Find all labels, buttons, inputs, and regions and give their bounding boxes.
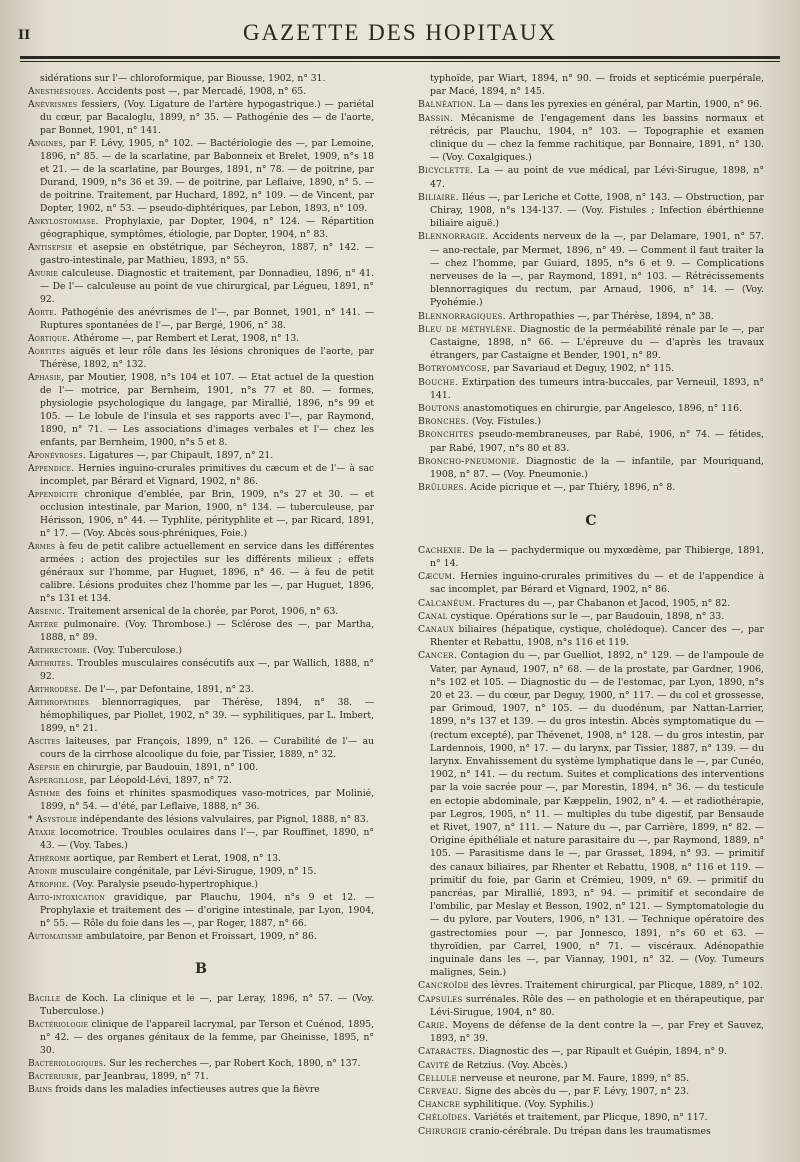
index-entry: [28, 735, 374, 761]
index-entry: [418, 597, 764, 610]
header-rule: [20, 56, 780, 59]
entry-text: Variétés et traitement, par Plicque, 1890, n° 117.: [473, 1112, 708, 1124]
entry-keyword: Chéloïdes.: [418, 1112, 471, 1124]
entry-keyword: Cæcum.: [418, 571, 456, 583]
entry-text: des foins et rhinites spasmodiques vaso-motrices, par Molinié, 1899, n° 54. — d'été, par Leflaive, 1888, n° 36.: [40, 788, 374, 812]
entry-keyword: Ataxie: [28, 827, 56, 838]
entry-text: Sur les recherches —, par Robert Koch, 1890, n° 137.: [109, 1058, 361, 1069]
entry-keyword: Aphasie,: [28, 372, 65, 383]
index-entry: [28, 787, 374, 813]
index-entry: [28, 85, 374, 98]
index-entry: [418, 310, 764, 323]
index-entry: [28, 215, 374, 241]
index-entry: [418, 1098, 764, 1111]
entry-keyword: Armes: [28, 541, 56, 552]
entry-keyword: Atrophie.: [28, 879, 70, 890]
left-column: [28, 72, 374, 1096]
header-rule-thin: [20, 61, 780, 62]
entry-text: calculeuse. Diagnostic et traitement, par Donnadieu, 1896, n° 41. — De l'— calculeuse au point de vue chirurgical, par Légueu, 1891, n° 92.: [40, 268, 374, 305]
entry-text: syphilitique. (Voy. Syphilis.): [463, 1099, 594, 1111]
entry-keyword: Capsules: [418, 993, 463, 1005]
index-entry: [28, 618, 374, 644]
index-entry: [28, 1083, 374, 1096]
index-entries-b-cont: [418, 72, 764, 495]
entry-text: Hernies inguino-crurales primitives du — et de l'appendice à sac incomplet, par Bérard et Vignard, 1902, n° 86.: [430, 571, 765, 596]
entry-keyword: Angines,: [28, 138, 67, 149]
index-entry: [418, 376, 764, 402]
entry-text: Acide picrique et —, par Thiéry, 1896, n° 8.: [470, 482, 676, 494]
entry-keyword: Artère: [28, 619, 59, 630]
entry-text: des lèvres. Traitement chirurgical, par Plicque, 1889, n° 102.: [471, 980, 763, 992]
index-entries-c: [418, 544, 764, 1138]
entry-text: musculaire congénitale, par Lévi-Sirugue, 1909, n° 15.: [60, 866, 317, 877]
index-entries-b: [28, 992, 374, 1096]
entry-text: laiteuses, par François, 1899, n° 126. — Curabilité de l'— au cours de la cirrhose alcoolique du foie, par Tissier, 1889, n° 32.: [40, 736, 374, 760]
entry-keyword: Ascites: [28, 736, 61, 747]
right-column: [418, 72, 764, 1138]
entry-keyword: Boutons: [418, 403, 460, 415]
entry-text: clinique de l'appareil lacrymal, par Terson et Cuénod, 1895, n° 42. — des organes génitaux de la femme, par Gheinisse, 1895, n° 30.: [40, 1019, 374, 1056]
index-entry: [28, 878, 374, 891]
entry-keyword: Bactériurie,: [28, 1071, 82, 1082]
entry-keyword: Chancre: [418, 1099, 461, 1111]
entry-text: typhoïde, par Wiart, 1894, n° 90. — froids et septicémie puerpérale, par Macé, 1894, n° 145.: [430, 73, 764, 98]
index-entry: [28, 306, 374, 332]
section-letter-b: B: [195, 961, 207, 977]
entry-text: pseudo-membraneuses, par Rabé, 1906, n° 74. — fétides, par Rabé, 1907, n°s 80 et 83.: [430, 429, 764, 454]
entry-keyword: Ankylostomiase.: [28, 216, 99, 227]
index-entry: [28, 813, 374, 826]
entry-text: De l'—, par Defontaine, 1891, n° 23.: [84, 684, 254, 695]
entry-keyword: Botryomycose,: [418, 363, 491, 375]
entry-text: Athérome —, par Rembert et Lerat, 1908, n° 13.: [73, 333, 300, 344]
entry-keyword: Aponévroses.: [28, 450, 87, 461]
entry-text: De la — pachydermique ou myxœdème, par Thibierge, 1891, n° 14.: [430, 544, 764, 569]
index-entry: [28, 72, 374, 85]
entry-keyword: * Asystolie: [28, 814, 78, 825]
entry-keyword: Appendicite: [28, 489, 79, 500]
index-entry: [28, 696, 374, 735]
entry-text: fessiers, (Voy. Ligature de l'artère hypogastrique.) — pariétal du cœur, par Bacaloglu, 1899, n° 35. — Pathogénie des — de l'aorte, par Bonnet, 1901, n° 141.: [40, 99, 374, 136]
entry-text: Mécanisme de l'engagement dans les bassins normaux et rétrécis, par Plauchu, 1904, n° 103. — Topographie et examen clinique du — chez la femme rachitique, par Bonnaire, 1891, n° 130. — (Voy. Coxalgiques.): [430, 112, 764, 164]
entry-keyword: Cancroïde: [418, 980, 469, 992]
index-entry: [418, 1111, 764, 1124]
entry-keyword: Chirurgie: [418, 1125, 467, 1137]
index-entry: [28, 332, 374, 345]
entry-keyword: Cachexie.: [418, 544, 466, 556]
entry-text: à feu de petit calibre actuellement en service dans les différentes armées ; action des projectiles sur les différents milieux ; effets généraux sur l'homme, par Huguet, 1896, n° 46. — à feu de petit calibre. Lésions produites chez l'homme par les —, par Huguet, 1896, n°s 131 et 134.: [40, 541, 375, 604]
index-entry: [28, 657, 374, 683]
page-number: II: [18, 28, 31, 43]
journal-title: GAZETTE DES HOPITAUX: [242, 20, 558, 45]
entry-text: Troubles musculaires consécutifs aux —, par Wallich, 1888, n° 92.: [40, 658, 374, 682]
entry-text: (Voy. Paralysie pseudo-hypertrophique.): [72, 879, 258, 890]
index-entry: [418, 230, 764, 309]
index-entry: [418, 649, 764, 979]
index-entry: [28, 345, 374, 371]
index-entry: [28, 826, 374, 852]
index-entry: [28, 992, 374, 1018]
index-entry: [418, 610, 764, 623]
entry-text: Accidents nerveux de la —, par Delamare, 1901, n° 57. — ano-rectale, par Mermet, 1896, n° 49. — Comment il faut traiter la — chez l'homme, par Guiard, 1895, n°s 6 et 9. — Complications nerveuses de la —, par Raymond, 1891, n° 103. — Rétrécissements blennorragiques du rectum, par Arnaud, 1906, n° 14. — (Voy. Pyohémie.): [430, 231, 764, 309]
entry-text: par Léopold-Lévi, 1897, n° 72.: [89, 775, 232, 786]
entry-keyword: Bacille: [28, 993, 61, 1004]
index-entry: [418, 1059, 764, 1072]
entry-text: Arthropathies —, par Thérèse, 1894, n° 38.: [508, 310, 714, 322]
entry-keyword: Arthrites.: [28, 658, 74, 669]
entry-keyword: Blennorragie.: [418, 231, 489, 243]
index-entry: [418, 98, 764, 111]
entry-text: par F. Lévy, 1905, n° 102. — Bactériologie des —, par Lemoine, 1896, n° 85. — de la scarlatine, par Babonneix et Brelet, 1909, n°s 18 et 21. — de la scarlatine, par Bourges, 1891, n° 78. — de poitrine, par Durand, 1909, n°s 36 et 39. — de poitrine, par Leflaive, 1890, n° 5. — de poitrine. Traitement, par Huchard, 1892, n° 109. — de Vincent, par Dopter, 1902, n° 53. — pseudo-diphtériques, par Lebon, 1893, n° 109.: [40, 138, 375, 214]
entry-text: Moyens de défense de la dent contre la —, par Frey et Sauvez, 1893, n° 39.: [430, 1020, 764, 1045]
entry-keyword: Arsenic.: [28, 606, 66, 617]
index-entry: [418, 544, 764, 570]
entry-text: Ligatures —, par Chipault, 1897, n° 21.: [89, 450, 274, 461]
entry-keyword: Broncho-pneumonie.: [418, 455, 520, 467]
entry-keyword: Bleu de méthylène.: [418, 323, 516, 335]
entry-text: Contagion du —, par Guelliot, 1892, n° 129. — de l'ampoule de Vater, par Aynaud, 1907, n° 68. — de la prostate, par Gardner, 1906, n°s 102 et 105. — Diagnostic du — de l'estomac, par Lyon, 1890, n°s 20 et 23. — du cœur, par Deguy, 1900, n° 117. — du col et grossesse, par Grimoud, 1907, n° 105. — du duodénum, par Nattan-Larrier, 1899, n°s 137 et 139. — du gros intestin. Abcès symptomatique du — (rectum excepté), par Thévenet, 1908, n° 128. — du gros intestin, par Lardennois, 1900, n° 17. — du larynx, par Tissier, 1887, n° 139. — du larynx. Envahissement du système lymphatique dans le —, par Cunéo, 1902, n° 141. — du rectum. Suites et complications des interventions par la voie sacrée pour —, par Morestin, 1894, n° 36. — du testicule en ectopie abdominale, par Kæppelin, 1902, n° 4. — et radiothérapie, par Legros, 1905, n° 11. — multiples du tube digestif, par Bensaude et Rivet, 1907, n° 111. — Nature du —, par Carrière, 1899, n° 82. — Origine épithéliale et nature parasitaire du —, par Raymond, 1889, n° 105. — Parasitisme dans le —, par Grasset, 1894, n° 93. — primitif des canaux biliaires, par Rhenter et Rebattu, 1908, n° 116 et 119. — primitif du foie, par Garin et Crémieu, 1909, n° 69. — primitif du pancréas, par Mirallié, 1893, n° 94. — primitif et secondaire de l'ombilic, par Meslay et Besson, 1902, n° 121. — Symptomatologie du — du pylore, par Vouters, 1906, n° 131. — Technique opératoire des gastrectomies pour —, par Jonnesco, 1891, n°s 60 et 63. — thyroïdien, par Carrel, 1900, n° 71. — viscéraux. Adénopathie inguinale dans les —, par Viannay, 1901, n° 32. — (Voy. Tumeurs malignes, Sein.): [430, 650, 764, 979]
index-entry: [28, 891, 374, 930]
index-entry: [28, 930, 374, 943]
page-header: [0, 0, 800, 62]
entry-keyword: Cataractes.: [418, 1046, 476, 1058]
entry-keyword: Biliaire.: [418, 191, 459, 203]
entry-keyword: Bicyclette.: [418, 165, 474, 177]
entry-keyword: Calcanéum.: [418, 597, 476, 609]
index-entry: [418, 570, 764, 596]
entry-text: Fractures du —, par Chabanon et Jacod, 1905, n° 82.: [478, 597, 731, 609]
entry-keyword: Bassin.: [418, 112, 454, 124]
index-entry: [418, 1045, 764, 1058]
entry-text: cystique. Opérations sur le —, par Baudouin, 1898, n° 33.: [450, 610, 725, 622]
index-entry: [418, 191, 764, 231]
entry-keyword: Anévrismes: [28, 99, 78, 110]
entry-keyword: Balnéation.: [418, 99, 477, 111]
index-entry: [418, 323, 764, 363]
entry-text: par Jeanbrau, 1899, n° 71.: [84, 1071, 209, 1082]
entry-text: anastomotiques en chirurgie, par Angelesco, 1896, n° 116.: [462, 403, 742, 415]
entry-keyword: Arthrodèse.: [28, 684, 82, 695]
index-entry: [28, 761, 374, 774]
entry-text: locomotrice. Troubles oculaires dans l'—, par Rouffinet, 1890, n° 43. — (Voy. Tabes.): [40, 827, 375, 851]
entry-text: et asepsie en obstétrique, par Sécheyron, 1887, n° 142. — gastro-intestinale, par Mathieu, 1893, n° 55.: [40, 242, 374, 266]
entry-text: de Koch. La clinique et le —, par Leray, 1896, n° 57. — (Voy. Tuberculose.): [40, 993, 374, 1017]
entry-text: ambulatoire, par Benon et Froissart, 1909, n° 86.: [86, 931, 317, 942]
index-entry: [28, 540, 374, 605]
index-entry: [28, 605, 374, 618]
entry-text: en chirurgie, par Baudouin, 1891, n° 100.: [63, 762, 259, 773]
entry-keyword: Cellule: [418, 1072, 457, 1084]
index-entry: [28, 98, 374, 137]
entry-text: Hernies inguino-crurales primitives du cæcum et de l'— à sac incomplet, par Bérard et Vignard, 1902, n° 86.: [40, 463, 375, 487]
entry-text: Diagnostic de la perméabilité rénale par le —, par Castaigne, 1898, n° 66. — L'épreuve du — d'après les travaux étrangers, par Castaigne et Bender, 1901, n° 89.: [430, 323, 764, 362]
index-entry: [418, 72, 764, 98]
entry-text: chronique d'emblée, par Brin, 1909, n°s 27 et 30. — et occlusion intestinale, par Marion, 1900, n° 134. — tuberculeuse, par Hérisson, 1906, n° 44. — Typhlite, pérityphlite et —, par Ricard, 1891, n° 17. — (Voy. Abcès sous-phréniques, Foie.): [40, 489, 375, 539]
entry-text: aortique, par Rembert et Lerat, 1908, n° 13.: [73, 853, 281, 864]
entry-text: gravidique, par Plauchu, 1904, n°s 9 et 12. — Prophylaxie et traitement des — d'origine intestinale, par Lyon, 1904, n° 55. — Rôle du foie dans les —, par Roger, 1887, n° 66.: [40, 892, 375, 929]
entry-keyword: Appendice.: [28, 463, 75, 474]
entry-text: Diagnostic de la — infantile, par Mouriquand, 1908, n° 87. — (Voy. Pneumonie.): [430, 455, 764, 481]
entry-text: par Savariaud et Deguy, 1902, n° 115.: [493, 363, 675, 375]
entry-keyword: Bactériologie: [28, 1019, 89, 1030]
index-entry: [418, 1019, 764, 1045]
entry-text: de Retzius. (Voy. Abcès.): [452, 1059, 568, 1071]
index-entry: [28, 462, 374, 488]
index-entry: [28, 267, 374, 306]
entry-keyword: Aorte.: [28, 307, 58, 318]
entry-keyword: Blennorragiques.: [418, 310, 506, 322]
entry-text: surrénales. Rôle des — en pathologie et en thérapeutique, par Lévi-Sirugue, 1904, n° 80.: [430, 993, 764, 1018]
entry-keyword: Asepsie: [28, 762, 61, 773]
index-entry: [28, 371, 374, 449]
section-letter-c: C: [585, 512, 597, 529]
index-entry: [418, 164, 764, 190]
index-entry: [418, 455, 764, 481]
index-entry: [28, 852, 374, 865]
entry-keyword: Anurie: [28, 268, 59, 279]
index-entry: [418, 993, 764, 1019]
index-entry: [418, 428, 764, 454]
entry-keyword: Bronches.: [418, 416, 470, 428]
index-entry: [28, 1070, 374, 1083]
entry-keyword: Cerveau.: [418, 1086, 462, 1098]
entry-text: biliaires (hépatique, cystique, cholédoque). Cancer des —, par Rhenter et Rebattu, 1908, n°s 116 et 119.: [430, 623, 764, 649]
entry-text: La — au point de vue médical, par Lévi-Sirugue, 1898, n° 47.: [430, 165, 764, 190]
entry-text: Signe des abcès du —, par F. Lévy, 1907, n° 23.: [464, 1086, 690, 1098]
entry-text: sidérations sur l'— chloroformique, par Biousse, 1902, n° 31.: [40, 73, 326, 84]
entry-keyword: Bronchites: [418, 429, 474, 441]
index-entry: [28, 1018, 374, 1057]
entry-text: La — dans les pyrexies en général, par Martin, 1900, n° 96.: [479, 99, 763, 111]
index-entry: [28, 137, 374, 215]
entry-text: (Voy. Tuberculose.): [93, 645, 182, 656]
entry-keyword: Cavité: [418, 1059, 450, 1071]
entry-keyword: Athérome: [28, 853, 71, 864]
entry-text: indépendante des lésions valvulaires, par Pignol, 1888, n° 83.: [80, 814, 369, 825]
entry-keyword: Automatisme: [28, 931, 84, 942]
entry-keyword: Atonie: [28, 866, 58, 877]
entry-text: Accidents post —, par Mercadé, 1908, n° 65.: [96, 86, 307, 97]
index-entry: [28, 644, 374, 657]
entry-keyword: Bains: [28, 1084, 53, 1095]
entry-text: cranio-cérébrale. Du trépan dans les traumatismes: [469, 1125, 711, 1137]
index-entry: [28, 1057, 374, 1070]
index-entry: [28, 683, 374, 696]
index-entry: [418, 979, 764, 992]
index-entry: [418, 402, 764, 415]
index-entry: [28, 865, 374, 878]
entry-keyword: Bouche.: [418, 376, 459, 388]
index-entry: [418, 1072, 764, 1085]
index-entry: [418, 112, 764, 165]
entry-keyword: Aspergillose,: [28, 775, 88, 786]
index-entry: [418, 362, 764, 375]
index-entry: [418, 1125, 764, 1138]
index-entry: [418, 415, 764, 428]
entry-keyword: Auto-intoxication: [28, 892, 106, 903]
index-entry: [418, 1085, 764, 1098]
entry-keyword: Carie.: [418, 1020, 449, 1032]
entry-text: blennorragiques, par Thérèse, 1894, n° 38. — hémophiliques, par Piollet, 1902, n° 39. — syphilitiques, par L. Imbert, 1899, n° 21.: [40, 697, 375, 734]
entry-text: froids dans les maladies infectieuses autres que la fièvre: [55, 1084, 320, 1095]
entry-text: Traitement arsenical de la chorée, par Porot, 1906, n° 63.: [68, 606, 339, 617]
entry-text: Pathogénie des anévrismes de l'—, par Bonnet, 1901, n° 141. — Ruptures spontanées de l'—, par Bergé, 1906, n° 38.: [40, 307, 375, 331]
index-entry: [28, 241, 374, 267]
entry-keyword: Canal: [418, 610, 448, 622]
entry-keyword: Aortites: [28, 346, 66, 357]
entry-text: Diagnostic des —, par Ripault et Guépin, 1894, n° 9.: [478, 1046, 727, 1058]
index-entry: [28, 449, 374, 462]
entry-keyword: Brûlures.: [418, 482, 468, 494]
entry-keyword: Arthrectomie.: [28, 645, 91, 656]
entry-text: Extirpation des tumeurs intra-buccales, par Verneuil, 1893, n° 141.: [430, 376, 764, 401]
entry-text: nerveuse et neurone, par M. Faure, 1899, n° 85.: [459, 1072, 690, 1084]
index-entry: [28, 774, 374, 787]
entry-text: Iléus —, par Leriche et Cotte, 1908, n° 143. — Obstruction, par Chiray, 1908, n°s 134-137. — (Voy. Fistules ; Infection ébérthienne biliaire aiguë.): [430, 191, 764, 230]
entry-keyword: Canaux: [418, 623, 455, 635]
entry-keyword: Asthme: [28, 788, 61, 799]
index-entry: [418, 623, 764, 649]
entry-keyword: Bactériologiques.: [28, 1058, 107, 1069]
index-entry: [28, 488, 374, 540]
entry-text: aiguës et leur rôle dans les lésions chroniques de l'aorte, par Thérèse, 1892, n° 132.: [40, 346, 375, 370]
entry-text: (Voy. Fistules.): [472, 416, 541, 428]
entry-keyword: Arthropathies: [28, 697, 90, 708]
entry-text: pulmonaire. (Voy. Thrombose.) — Sclérose des —, par Martha, 1888, n° 89.: [40, 619, 374, 643]
entry-keyword: Cancer.: [418, 650, 458, 662]
entry-keyword: Antisepsie: [28, 242, 73, 253]
entry-keyword: Aortique.: [28, 333, 71, 344]
entry-keyword: Anesthésiques.: [28, 86, 95, 97]
entry-text: par Moutier, 1908, n°s 104 et 107. — Etat actuel de la question de l'— motrice, par Bernheim, 1901, n°s 77 et 80. — formes, physiologie psychologique du langage, par Mirallié, 1896, n°s 99 et 105. — Le lobule de l'insula et ses rapports avec l'—, par Raymond, 1890, n° 71. — Les associations d'images verbales et l'— chez les enfants, par Bernheim, 1900, n°s 5 et 8.: [40, 372, 374, 448]
index-entry: [418, 481, 764, 494]
entry-text: Prophylaxie, par Dopter, 1904, n° 124. — Répartition géographique, symptômes, étiologie, par Dopter, 1904, n° 83.: [40, 216, 374, 240]
index-entries-a: [28, 72, 374, 943]
